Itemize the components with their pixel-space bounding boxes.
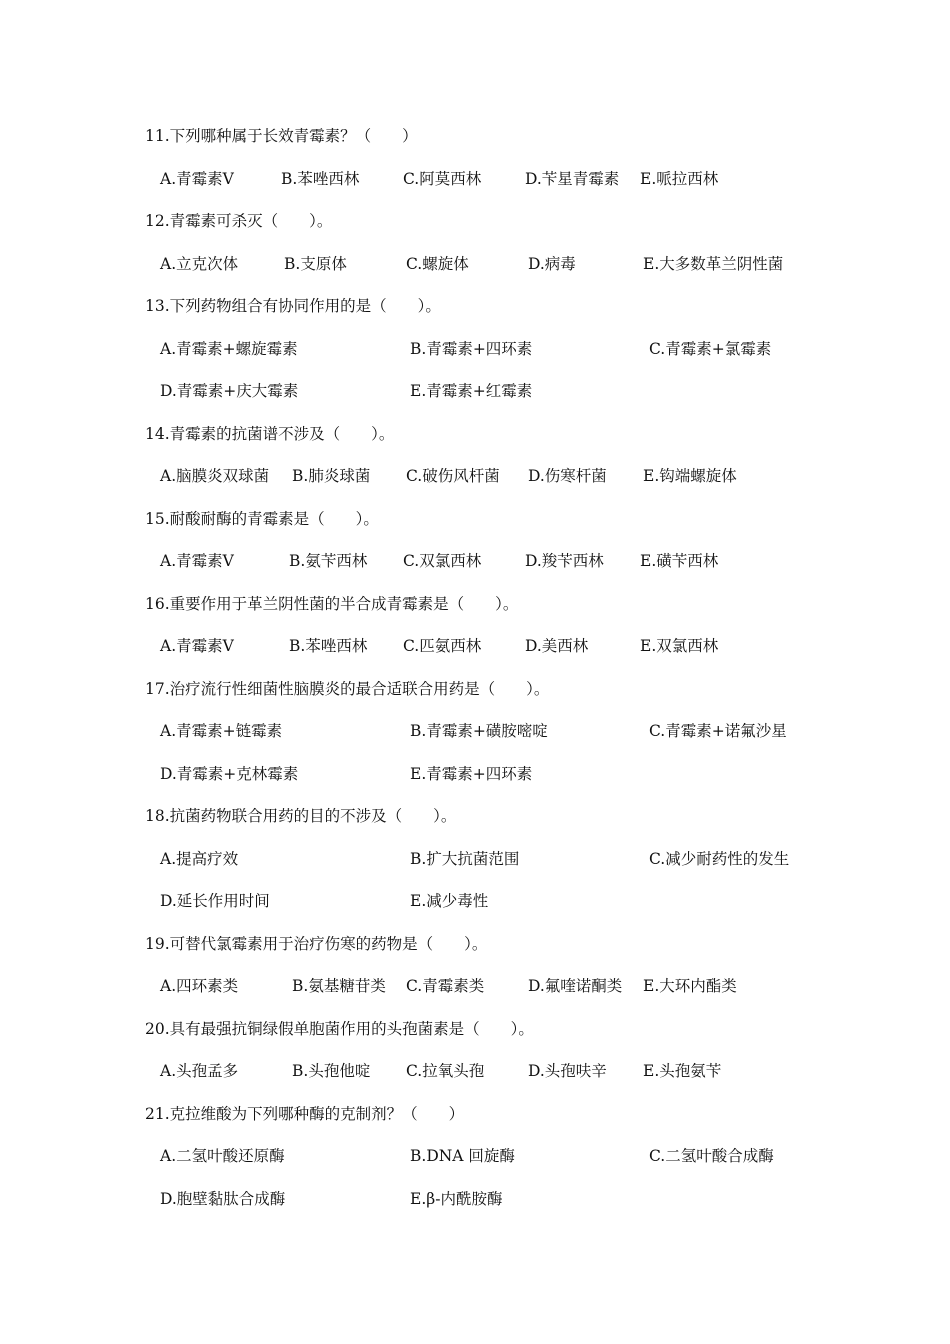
option-d: D.羧苄西林 <box>525 552 604 570</box>
options-row <box>0 636 950 656</box>
option-d: D.病毒 <box>528 255 576 273</box>
option-e: E.磺苄西林 <box>640 552 719 570</box>
question-stem: 12.青霉素可杀灭（ ）。 <box>145 212 333 230</box>
option-d: D.伤寒杆菌 <box>528 467 607 485</box>
option-e: E.钩端螺旋体 <box>643 467 737 485</box>
question-stem: 21.克拉维酸为下列哪种酶的克制剂？（ ） <box>145 1105 465 1123</box>
option-b: B.苯唑西林 <box>289 637 368 655</box>
option-e: E.大多数革兰阴性菌 <box>643 255 784 273</box>
option-c: C.阿莫西林 <box>403 170 482 188</box>
option-e: E.大环内酯类 <box>643 977 737 995</box>
option-d: D.胞壁黏肽合成酶 <box>160 1190 286 1208</box>
option-a: A.青霉素V <box>160 552 234 570</box>
option-a: A.立克次体 <box>160 255 239 273</box>
question-stem: 11.下列哪种属于长效青霉素？（ ） <box>145 127 418 145</box>
question-stem: 20.具有最强抗铜绿假单胞菌作用的头孢菌素是（ ）。 <box>145 1020 534 1038</box>
option-e: E.头孢氨苄 <box>643 1062 722 1080</box>
question-stem: 17.治疗流行性细菌性脑膜炎的最合适联合用药是（ ）。 <box>145 680 550 698</box>
option-b: B.DNA 回旋酶 <box>410 1147 515 1165</box>
options-row <box>0 976 950 996</box>
option-a: A.青霉素V <box>160 637 234 655</box>
options-row <box>0 1146 950 1166</box>
option-e: E.减少毒性 <box>410 892 489 910</box>
question-stem: 18.抗菌药物联合用药的目的不涉及（ ）。 <box>145 807 457 825</box>
option-d: D.氟喹诺酮类 <box>528 977 623 995</box>
option-a: A.四环素类 <box>160 977 239 995</box>
option-d: D.青霉素+克林霉素 <box>160 765 299 783</box>
options-row <box>0 169 950 189</box>
option-b: B.青霉素+四环素 <box>410 340 533 358</box>
option-b: B.氨基糖苷类 <box>292 977 386 995</box>
option-b: B.支原体 <box>284 255 347 273</box>
option-c: C.减少耐药性的发生 <box>649 850 790 868</box>
options-row <box>0 1061 950 1081</box>
option-b: B.苯唑西林 <box>281 170 360 188</box>
option-a: A.二氢叶酸还原酶 <box>160 1147 285 1165</box>
option-c: C.拉氧头孢 <box>406 1062 485 1080</box>
option-c: C.青霉素类 <box>406 977 485 995</box>
option-b: B.氨苄西林 <box>289 552 368 570</box>
option-d: D.延长作用时间 <box>160 892 270 910</box>
option-b: B.青霉素+磺胺嘧啶 <box>410 722 548 740</box>
question-stem: 19.可替代氯霉素用于治疗伤寒的药物是（ ）。 <box>145 935 488 953</box>
option-d: D.青霉素+庆大霉素 <box>160 382 299 400</box>
option-d: D.苄星青霉素 <box>525 170 620 188</box>
options-row <box>0 849 950 869</box>
option-a: A.青霉素+螺旋霉素 <box>160 340 298 358</box>
option-c: C.二氢叶酸合成酶 <box>649 1147 774 1165</box>
options-row <box>0 381 950 401</box>
option-c: C.破伤风杆菌 <box>406 467 500 485</box>
option-a: A.青霉素V <box>160 170 234 188</box>
option-d: D.美西林 <box>525 637 589 655</box>
option-e: E.双氯西林 <box>640 637 719 655</box>
option-d: D.头孢呋辛 <box>528 1062 607 1080</box>
question-stem: 14.青霉素的抗菌谱不涉及（ ）。 <box>145 425 395 443</box>
option-a: A.脑膜炎双球菌 <box>160 467 270 485</box>
option-c: C.青霉素+氯霉素 <box>649 340 772 358</box>
option-c: C.双氯西林 <box>403 552 482 570</box>
options-row <box>0 551 950 571</box>
option-a: A.青霉素+链霉素 <box>160 722 283 740</box>
options-row <box>0 764 950 784</box>
option-e: E.青霉素+四环素 <box>410 765 533 783</box>
option-b: B.扩大抗菌范围 <box>410 850 520 868</box>
option-c: C.螺旋体 <box>406 255 469 273</box>
question-stem: 16.重要作用于革兰阴性菌的半合成青霉素是（ ）。 <box>145 595 519 613</box>
option-a: A.提高疗效 <box>160 850 239 868</box>
question-stem: 15.耐酸耐酶的青霉素是（ ）。 <box>145 510 379 528</box>
option-e: E.青霉素+红霉素 <box>410 382 533 400</box>
options-row <box>0 339 950 359</box>
options-row <box>0 721 950 741</box>
option-a: A.头孢孟多 <box>160 1062 239 1080</box>
options-row <box>0 466 950 486</box>
question-stem: 13.下列药物组合有协同作用的是（ ）。 <box>145 297 441 315</box>
option-e: E.哌拉西林 <box>640 170 719 188</box>
options-row <box>0 254 950 274</box>
option-b: B.肺炎球菌 <box>292 467 371 485</box>
option-e: E.β-内酰胺酶 <box>410 1190 503 1208</box>
option-c: C.青霉素+诺氟沙星 <box>649 722 787 740</box>
option-c: C.匹氨西林 <box>403 637 482 655</box>
options-row <box>0 891 950 911</box>
option-b: B.头孢他啶 <box>292 1062 371 1080</box>
options-row <box>0 1189 950 1209</box>
